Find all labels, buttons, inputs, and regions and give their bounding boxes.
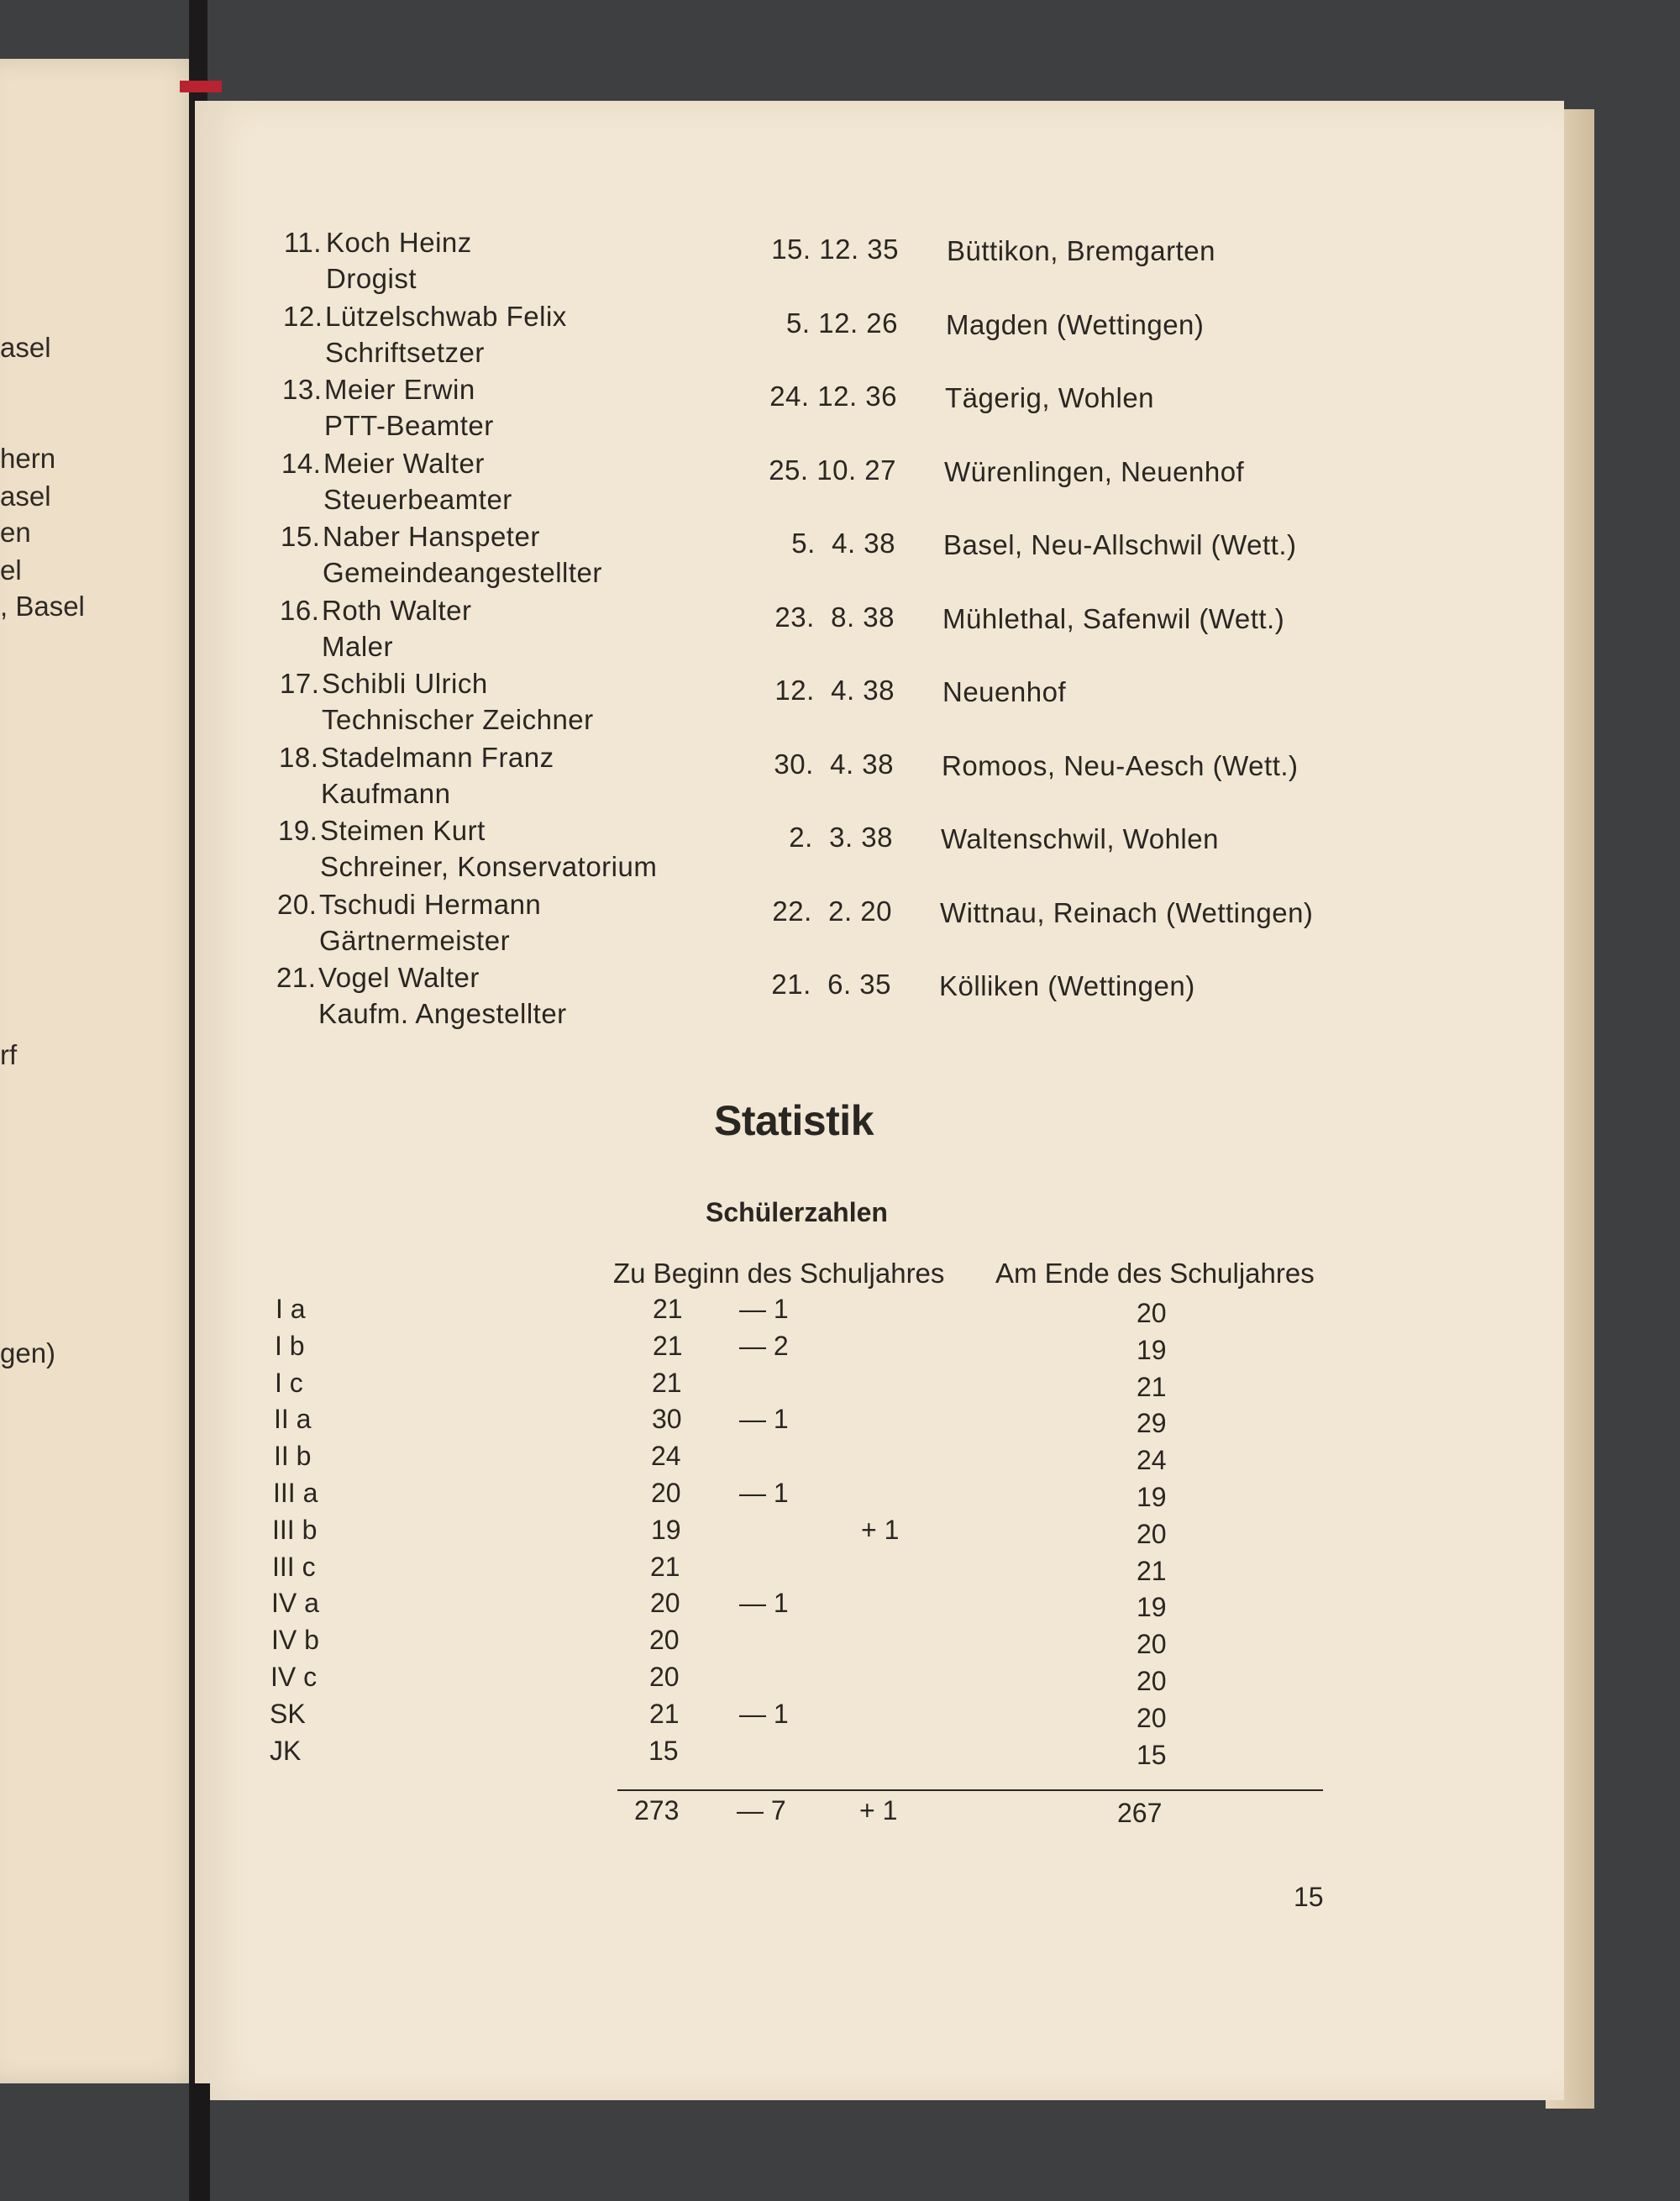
count-begin: 21 (652, 1367, 682, 1398)
roster-name: Steimen Kurt (320, 815, 486, 846)
class-label: I c (275, 1367, 303, 1398)
count-minus: — 1 (739, 1588, 789, 1619)
total-end: 267 (1117, 1798, 1163, 1828)
count-begin: 20 (651, 1478, 681, 1508)
roster-number: 16. (280, 594, 320, 626)
roster-occupation: Technischer Zeichner (322, 704, 594, 735)
count-minus: — 1 (739, 1478, 789, 1508)
count-begin: 21 (653, 1294, 683, 1324)
count-end: 20 (1137, 1298, 1167, 1328)
class-label: JK (270, 1735, 302, 1766)
roster-number: 21. (276, 962, 317, 993)
class-label: IV b (271, 1625, 319, 1656)
count-begin: 30 (652, 1404, 682, 1435)
count-begin: 21 (653, 1330, 683, 1361)
total-minus: — 7 (737, 1795, 786, 1825)
spine-headband (180, 81, 222, 92)
roster-occupation: Schriftsetzer (325, 336, 485, 368)
roster-occupation: Kaufmann (321, 777, 451, 809)
count-end: 20 (1137, 1629, 1167, 1660)
class-label: III c (272, 1551, 316, 1582)
roster-number: 20. (277, 888, 318, 920)
roster-name: Vogel Walter (318, 962, 480, 993)
count-minus: — 1 (739, 1404, 789, 1435)
roster-place: Waltenschwil, Wohlen (941, 823, 1219, 854)
roster-place: Romoos, Neu-Aesch (Wett.) (942, 749, 1299, 781)
roster-occupation: Drogist (326, 263, 417, 294)
roster-number: 18. (279, 741, 319, 773)
roster-occupation: PTT-Beamter (324, 410, 494, 441)
class-label: I b (275, 1330, 305, 1361)
roster-number: 11. (284, 227, 322, 258)
total-begin: 273 (634, 1795, 680, 1825)
roster-number: 19. (278, 815, 318, 846)
roster-occupation: Maler (322, 630, 394, 662)
count-begin: 20 (649, 1662, 680, 1692)
count-end: 15 (1137, 1739, 1167, 1770)
roster-name: Roth Walter (322, 594, 472, 626)
roster-occupation: Gemeindeangestellter (323, 557, 602, 588)
count-begin: 20 (650, 1588, 680, 1619)
roster-birthdate: 25. 10. 27 (769, 454, 896, 486)
fragment: el (0, 554, 22, 586)
roster-number: 14. (281, 447, 322, 479)
roster-place: Neuenhof (942, 676, 1067, 707)
count-end: 21 (1137, 1371, 1167, 1402)
roster-birthdate: 22. 2. 20 (772, 895, 892, 927)
count-end: 19 (1137, 1334, 1167, 1365)
fragment: rf (0, 1039, 18, 1070)
page-title: Statistik (714, 1097, 874, 1144)
total-plus: + 1 (859, 1795, 898, 1825)
count-minus: — 1 (739, 1294, 789, 1324)
count-end: 24 (1137, 1445, 1167, 1476)
page-number: 15 (1294, 1882, 1324, 1912)
roster-birthdate: 5. 12. 26 (786, 307, 898, 339)
roster-place: Tägerig, Wohlen (945, 382, 1155, 413)
roster-birthdate: 12. 4. 38 (774, 675, 895, 706)
section-subtitle: Schülerzahlen (706, 1197, 888, 1227)
count-end: 20 (1137, 1666, 1167, 1696)
roster-birthdate: 24. 12. 36 (769, 381, 897, 412)
class-label: SK (270, 1698, 306, 1729)
count-begin: 21 (649, 1698, 680, 1729)
count-end: 29 (1137, 1408, 1167, 1439)
count-end: 20 (1137, 1702, 1167, 1733)
roster-birthdate: 15. 12. 35 (771, 234, 899, 265)
roster-name: Tschudi Hermann (319, 888, 542, 920)
class-label: III b (272, 1514, 318, 1545)
count-end: 20 (1137, 1518, 1167, 1549)
fragment: asel (0, 481, 51, 512)
count-minus: — 2 (739, 1330, 789, 1361)
roster-place: Magden (Wettingen) (946, 308, 1205, 340)
roster-occupation: Schreiner, Konservatorium (320, 851, 658, 882)
roster-place: Kölliken (Wettingen) (939, 970, 1195, 1001)
roster-name: Meier Erwin (324, 374, 475, 405)
roster-name: Lützelschwab Felix (325, 300, 567, 332)
roster-place: Würenlingen, Neuenhof (944, 455, 1245, 487)
count-begin: 24 (651, 1441, 681, 1472)
count-begin: 15 (648, 1735, 679, 1766)
roster-place: Mühlethal, Safenwil (Wett.) (942, 602, 1285, 634)
fragment: hern (0, 443, 56, 474)
class-label: I a (276, 1294, 306, 1324)
roster-number: 13. (282, 374, 323, 405)
roster-birthdate: 21. 6. 35 (771, 969, 891, 1000)
count-end: 19 (1137, 1592, 1167, 1623)
count-begin: 19 (651, 1514, 681, 1545)
fragment: asel (0, 332, 51, 363)
count-begin: 21 (650, 1551, 680, 1582)
count-end: 19 (1137, 1482, 1167, 1512)
roster-birthdate: 30. 4. 38 (774, 748, 894, 780)
column-header-end: Am Ende des Schuljahres (995, 1258, 1315, 1289)
count-begin: 20 (649, 1625, 680, 1656)
roster-birthdate: 2. 3. 38 (789, 822, 893, 853)
class-label: IV c (270, 1662, 318, 1692)
column-header-begin: Zu Beginn des Schuljahres (613, 1258, 945, 1289)
roster-number: 12. (283, 300, 323, 332)
roster-birthdate: 5. 4. 38 (791, 528, 895, 559)
class-label: III a (273, 1478, 318, 1508)
bookmark-ribbon (192, 2083, 210, 2201)
class-label: II a (274, 1404, 312, 1435)
fragment: en (0, 517, 31, 548)
roster-name: Meier Walter (323, 447, 485, 479)
class-label: II b (274, 1441, 312, 1472)
fragment: , Basel (0, 591, 85, 622)
roster-name: Stadelmann Franz (321, 741, 554, 773)
roster-occupation: Kaufm. Angestellter (318, 998, 567, 1029)
fragment: gen) (0, 1337, 56, 1368)
roster-birthdate: 23. 8. 38 (774, 601, 895, 633)
roster-name: Schibli Ulrich (322, 668, 488, 699)
roster-occupation: Steuerbeamter (323, 483, 512, 515)
roster-name: Naber Hanspeter (323, 521, 540, 552)
class-label: IV a (271, 1588, 319, 1619)
total-rule (617, 1789, 1323, 1791)
count-minus: — 1 (739, 1698, 789, 1729)
roster-occupation: Gärtnermeister (319, 924, 511, 956)
roster-place: Büttikon, Bremgarten (947, 235, 1215, 266)
roster-place: Basel, Neu-Allschwil (Wett.) (943, 529, 1297, 560)
roster-number: 17. (280, 668, 320, 699)
roster-place: Wittnau, Reinach (Wettingen) (940, 896, 1314, 928)
roster-name: Koch Heinz (326, 227, 472, 258)
count-end: 21 (1137, 1555, 1167, 1586)
count-plus: + 1 (861, 1514, 900, 1545)
roster-number: 15. (281, 521, 321, 552)
